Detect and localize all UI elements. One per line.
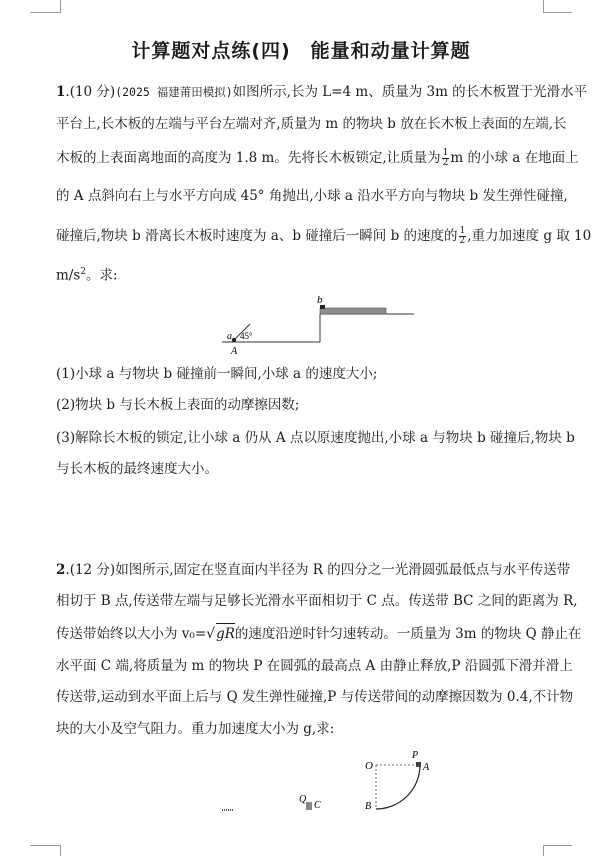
block-Q — [306, 802, 312, 810]
fraction-numerator: 1 — [459, 226, 466, 236]
label-b: b — [317, 294, 323, 306]
q2-line-6: 块的大小及空气阻力。重力加速度大小为 g,求: — [56, 721, 335, 737]
q1-text-5b: ,重力加速度 g 取 10 — [467, 228, 592, 244]
q1-text-6: m/s — [56, 267, 81, 284]
sqrt-radicand: gR — [216, 623, 235, 644]
ball-a — [232, 338, 236, 342]
label-a: a — [227, 331, 232, 342]
q1-text-6b: 。求: — [86, 267, 118, 284]
superscript: 2 — [80, 267, 87, 277]
q1-sub-3b: 与长木板的最终速度大小。 — [56, 461, 218, 477]
label-Q: Q — [299, 794, 307, 805]
quarter-arc — [376, 765, 420, 809]
q1-line-6 — [56, 262, 118, 286]
fraction-denominator: 2 — [459, 236, 466, 246]
q1-source: (2025 福建莆田模拟) — [115, 85, 233, 99]
q2-text-1: 如图所示,固定在竖直面内半径为 R 的四分之一光滑圆弧最低点与水平传送带 — [115, 562, 571, 578]
q1-line-2: 平台上,长木板的左端与平台左端对齐,质量为 m 的物块 b 放在长木板上表面的左端,长 — [56, 116, 567, 132]
q1-text-1: 如图所示,长为 L=4 m、质量为 3m 的长木板置于光滑水平 — [232, 84, 588, 100]
fraction — [459, 227, 467, 246]
q1-sub-2: (2)物块 b 与长木板上表面的动摩擦因数; — [56, 397, 300, 413]
page-corner-mark — [30, 845, 61, 856]
label-angle: 45° — [240, 331, 253, 341]
long-plank — [320, 308, 386, 314]
q2-line-3 — [56, 623, 582, 644]
page-corner-mark — [543, 0, 572, 13]
label-B: B — [365, 801, 372, 812]
q2-figure — [180, 752, 600, 852]
q2-line-5: 传送带,运动到水平面上后与 Q 发生弹性碰撞,P 与传送带间的动摩擦因数为 0.4,不计物 — [56, 689, 574, 705]
label-P: P — [412, 750, 419, 761]
fraction — [442, 149, 450, 168]
label-C: C — [314, 800, 321, 811]
q2-line-4: 水平面 C 端,将质量为 m 的物块 P 在圆弧的最高点 A 由静止释放,P 沿圆弧下滑并滑上 — [56, 658, 573, 674]
q1-line-4: 的 A 点斜向右上与水平方向成 45° 角抛出,小球 a 沿水平方向与物块 b 发生弹性碰撞, — [56, 188, 568, 204]
q1-line-3 — [56, 148, 579, 168]
q2-line-1 — [56, 560, 570, 580]
q1-text-5: 碰撞后,物块 b 滑离长木板时速度为 a、b 碰撞后一瞬间 b 的速度的 — [56, 228, 458, 244]
page-corner-mark — [30, 0, 61, 13]
q1-text-3: 木板的上表面离地面的高度为 1.8 m。先将长木板锁定,让质量为 — [56, 150, 441, 166]
label-O: O — [365, 760, 373, 772]
q1-line-1 — [56, 82, 587, 102]
q1-text-3b: m 的小球 a 在地面上 — [450, 150, 579, 166]
q1-sub-3: (3)解除长木板的锁定,让小球 a 仍从 A 点以原速度抛出,小球 a 与物块 b 碰撞后,物块 b — [56, 430, 575, 446]
q2-number: 2 — [56, 562, 66, 578]
q2-text-3b: 的速度沿逆时针匀速转动。一质量为 3m 的物块 Q 静止在 — [234, 626, 582, 642]
block-P — [416, 762, 421, 767]
fraction-denominator: 2 — [442, 158, 449, 168]
q1-sub-1: (1)小球 a 与物块 b 碰撞前一瞬间,小球 a 的速度大小; — [56, 366, 378, 382]
q1-score: .(10 分) — [65, 84, 116, 100]
q1-line-5 — [56, 226, 591, 246]
q2-text-3a: 传送带始终以大小为 v₀= — [56, 626, 207, 642]
sqrt-sign: √ — [206, 626, 216, 642]
label-A: A — [231, 346, 238, 357]
page-title: 计算题对点练(四) 能量和动量计算题 — [131, 40, 471, 62]
q2-score: .(12 分) — [65, 562, 116, 578]
fraction-numerator: 1 — [442, 148, 449, 158]
q1-figure — [218, 292, 418, 362]
q2-line-2: 相切于 B 点,传送带左端与足够长光滑水平面相切于 C 点。传送带 BC 之间的距离为 R, — [56, 593, 578, 609]
label-A: A — [423, 762, 430, 773]
q1-number: 1 — [56, 84, 66, 100]
